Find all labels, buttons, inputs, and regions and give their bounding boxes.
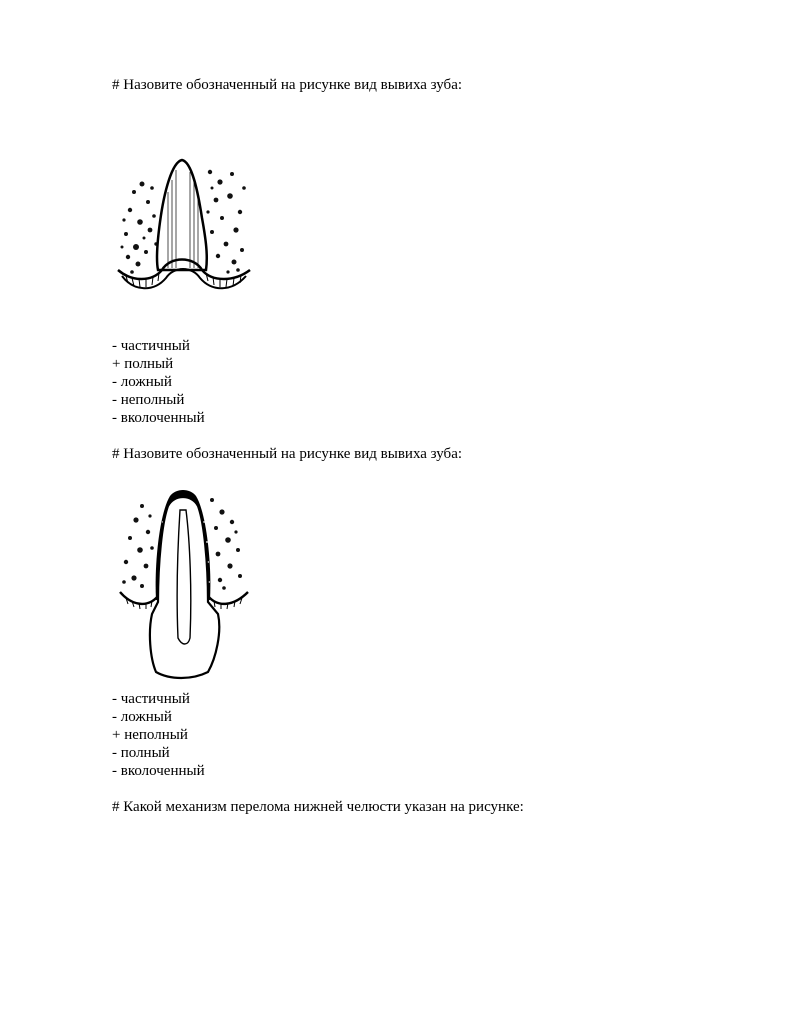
question-1-option-1: - частичный bbox=[112, 338, 190, 354]
question-1-option-3: - ложный bbox=[112, 374, 172, 390]
figure-partial-luxation bbox=[112, 482, 257, 682]
question-1-option-4: - неполный bbox=[112, 392, 185, 408]
question-1-option-5: - вколоченный bbox=[112, 410, 205, 426]
question-2-option-1: - частичный bbox=[112, 691, 190, 707]
question-1-text: # Назовите обозначенный на рисунке вид вывиха зуба: bbox=[112, 77, 463, 93]
question-2-text: # Назовите обозначенный на рисунке вид вывиха зуба: bbox=[112, 446, 463, 462]
question-1-option-2: + полный bbox=[112, 356, 174, 372]
question-2-option-3: + неполный bbox=[112, 727, 188, 743]
question-2-option-2: - ложный bbox=[112, 709, 172, 725]
question-3-text: # Какой механизм перелома нижней челюсти указан на рисунке: bbox=[112, 799, 524, 815]
question-2-option-5: - вколоченный bbox=[112, 763, 205, 779]
question-2-option-4: - полный bbox=[112, 745, 170, 761]
figure-full-luxation bbox=[112, 152, 257, 300]
